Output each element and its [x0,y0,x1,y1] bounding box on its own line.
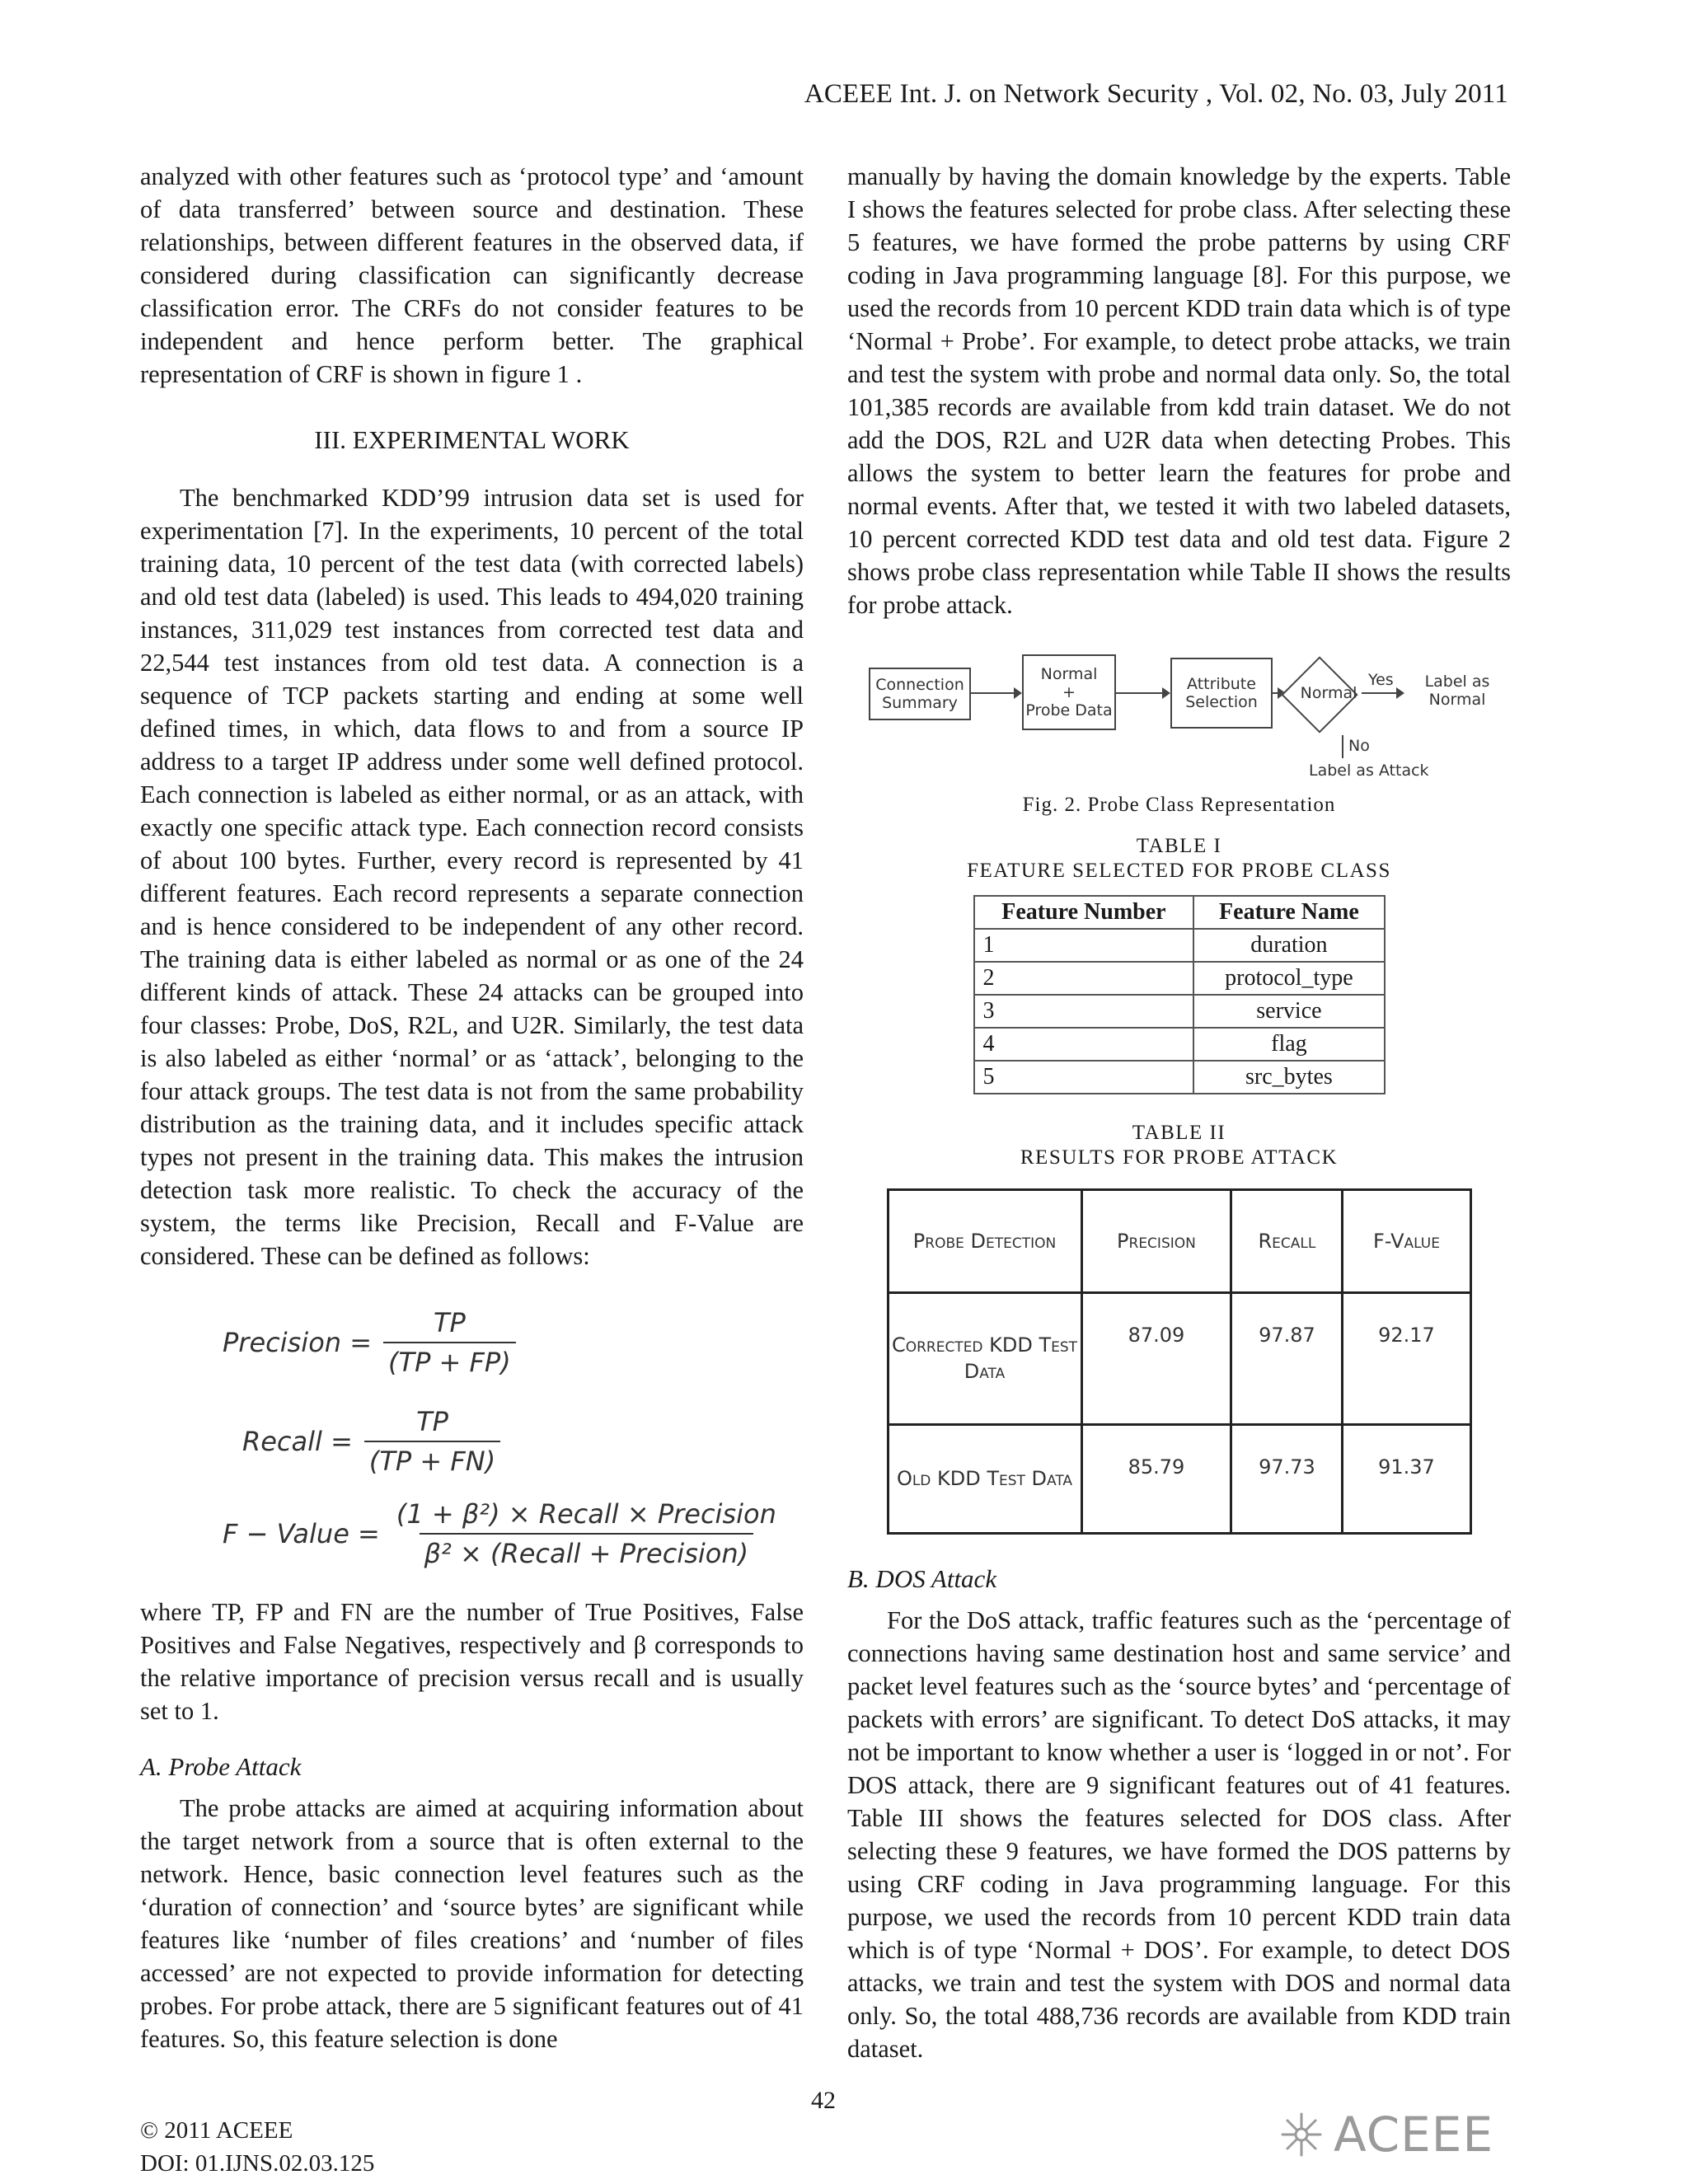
equation-recall [242,1406,500,1477]
flow-box-normal-probe-data [1022,654,1116,730]
table-row [974,1061,1385,1094]
table2-caption [847,1121,1511,1170]
journal-header: ACEEE Int. J. on Network Security , Vol. 02, No. 03, July 2011 [804,79,1508,109]
table2-caption-number: TABLE II [1132,1122,1226,1144]
table-row [974,962,1385,995]
paragraph-probe-features: manually by having the domain knowledge by the experts. Table I shows the features selected for probe class. After selecting these 5 features, we have formed the probe patterns by using CRF coding in Java programming language [8]. For this purpose, we used the records from 10 percent KDD train data which is of type ‘Normal + Probe’. For example, to detect probe attacks, we train and test the system with probe and normal data only. So, the total 101,385 records are available from kdd train dataset. We do not add the DOS, R2L and U2R data when detecting Probes. This allows the system to better learn the features for probe and normal events. After that, we tested it with two labeled datasets, 10 percent corrected KDD test data and old test data. Figure 2 shows probe class representation while Table II shows the results for probe attack. [847,162,1511,619]
left-column [140,160,804,2055]
table-row [888,1293,1470,1425]
footer-doi: DOI: 01.IJNS.02.03.125 [140,2150,375,2177]
flow-box-connection-summary: Connection Summary [869,668,971,720]
flow-box-normal-line3: Probe Data [1025,701,1113,719]
flow-arrow [1114,692,1169,694]
flow-arrow-down [1342,735,1343,758]
flow-label-normal: Label as Normal [1424,673,1490,709]
equation-recall-lhs: Recall = [242,1426,353,1457]
table-cell: 1 [974,929,1194,962]
table-header-cell: Probe Detection [888,1190,1081,1293]
aceee-logo [1276,2106,1515,2163]
equation-precision-lhs: Precision = [223,1327,373,1358]
footer-info [140,2114,374,2180]
flow-box-attribute-selection: Attribute Selection [1170,658,1273,729]
table-cell: 4 [974,1028,1194,1061]
flow-arrow [1362,692,1403,694]
table-cell: 3 [974,995,1194,1028]
equation-recall-denominator: (TP + FN) [364,1441,500,1477]
table-cell: 87.09 [1081,1293,1231,1425]
table-row [888,1425,1470,1534]
table-header-cell: Feature Number [974,896,1194,929]
section-title-experimental-work: III. EXPERIMENTAL WORK [314,425,630,454]
flow-label-attack: Label as Attack [1309,762,1429,780]
table-cell: duration [1193,929,1384,962]
equation-precision [223,1307,516,1378]
paragraph-dataset-description: The benchmarked KDD’99 intrusion data set is used for experimentation [7]. In the experiments, 10 percent of the total training data, 10 percent of the test data (with corrected labels) and old test data (labeled) is used. This leads to 494,020 training instances, 311,029 test instances from corrected test data and 22,544 test instances from old test data. A connection is a sequence of TCP packets starting and ending at some well defined times, in which, data flows to and from a source IP address to a target IP address under some well defined protocol. Each connection is labeled as either normal, or as an attack, with exactly one specific attack type. Each connection record consists of about 100 bytes. Further, every record is represented by 41 different features. Each record represents a separate connection and is hence considered to be independent of any other record. The training data is either labeled as normal or as one of the 24 different kinds of attack. These 24 attacks can be grouped into four classes: Probe, DoS, R2L, and U2R. Similarly, the test data is also labeled as either ‘normal’ or as ‘attack’, belonging to the four attack groups. The test data is not from the same probability distribution as the training data, and it includes specific attack types not present in the training data. This makes the intrusion detection task more realistic. To check the accuracy of the system, the terms like Precision, Recall and F-Value are considered. These can be defined as follows: [140,484,804,1270]
equation-f-value-denominator: β² × (Recall + Precision) [420,1533,753,1569]
table-header-row [974,896,1385,929]
flow-box-normal-line1: Normal [1040,665,1098,683]
table-header-cell: F-Value [1343,1190,1470,1293]
table-cell: 5 [974,1061,1194,1094]
subsection-title-dos-attack: B. DOS Attack [847,1564,997,1593]
table2-caption-title: RESULTS FOR PROBE ATTACK [1020,1146,1339,1169]
paragraph-probe-attack: The probe attacks are aimed at acquiring information about the target network from a source that is often external to the network. Hence, basic connection level features such as the ‘duration of connection’ and ‘source bytes’ are significant while features like ‘number of files creations’ and ‘number of files accessed’ are not expected to provide information for detecting probes. For probe attack, there are 5 significant features out of 41 features. So, this feature selection is done [140,1794,804,2053]
table-cell: flag [1193,1028,1384,1061]
paragraph-equation-terms: where TP, FP and FN are the number of True Positives, False Positives and False Negatives, respectively and β corresponds to the relative importance of precision versus recall and is usually set to 1. [140,1598,804,1725]
table-header-row [888,1190,1470,1293]
table-cell: Old KDD Test Data [888,1425,1081,1534]
equations-block [140,1307,804,1579]
equation-recall-numerator: TP [416,1406,448,1437]
logo-text: ACEEE [1334,2107,1494,2163]
table-cell: 92.17 [1343,1293,1470,1425]
table-cell: 2 [974,962,1194,995]
table1-caption-number: TABLE I [1136,835,1222,857]
table-cell: 97.73 [1231,1425,1343,1534]
figure-caption: Fig. 2. Probe Class Representation [1022,794,1336,816]
table-header-cell: Precision [1081,1190,1231,1293]
table-row [974,995,1385,1028]
equation-precision-numerator: TP [433,1307,466,1338]
table-row [974,929,1385,962]
flow-decision-label: Normal [1300,684,1357,702]
equation-f-value-lhs: F − Value = [223,1518,380,1549]
page-number: 42 [811,2087,836,2114]
table-probe-results [887,1188,1472,1535]
paragraph-crf-relationships: analyzed with other features such as ‘protocol type’ and ‘amount of data transferred’ between source and destination. These relationships, between different features in the observed data, if considered during classification can significantly decrease classification error. The CRFs do not consider features to be independent and hence perform better. The graphical representation of CRF is shown in figure 1 . [140,162,804,388]
flow-box-normal-line2: + [1062,683,1076,701]
table-cell: service [1193,995,1384,1028]
paragraph-dos-attack: For the DoS attack, traffic features such as the ‘percentage of connections having same destination host and same service’ and packet level features such as the ‘source bytes’ and ‘percentage of packets with errors’ are significant. To detect DoS attacks, it may not be important to know whether a user is ‘logged in or not’. For DOS attack, there are 9 significant features out of 41 features. Table III shows the features selected for DOS class. After selecting these 9 features, we have formed the DOS patterns by using CRF coding in Java programming language. For this purpose, we used the records from 10 percent KDD train data which is of type ‘Normal + DOS’. For example, to detect DOS attacks, we train and test the system with DOS and normal data only. So, the total 488,736 records are available from KDD train dataset. [847,1606,1511,2063]
flow-arrow [969,692,1020,694]
table-cell: Corrected KDD Test Data [888,1293,1081,1425]
table-cell: 91.37 [1343,1425,1470,1534]
right-column [847,160,1511,2065]
table-row [974,1028,1385,1061]
table-header-cell: Feature Name [1193,896,1384,929]
logo-star-icon [1276,2109,1327,2160]
equation-precision-denominator: (TP + FP) [383,1342,516,1378]
subsection-title-probe-attack: A. Probe Attack [140,1752,302,1781]
table-cell: protocol_type [1193,962,1384,995]
table-cell: 85.79 [1081,1425,1231,1534]
equation-f-value [223,1498,781,1569]
table-feature-selected [973,895,1386,1094]
table-cell: 97.87 [1231,1293,1343,1425]
flow-yes-label: Yes [1368,671,1394,689]
flow-no-label: No [1348,737,1370,755]
figure-probe-class-representation [847,654,1511,786]
table1-caption [847,834,1511,883]
table1-caption-title: FEATURE SELECTED FOR PROBE CLASS [967,860,1391,882]
footer-copyright: © 2011 ACEEE [140,2117,293,2144]
table-header-cell: Recall [1231,1190,1343,1293]
equation-f-value-numerator: (1 + β²) × Recall × Precision [396,1498,776,1530]
table-cell: src_bytes [1193,1061,1384,1094]
